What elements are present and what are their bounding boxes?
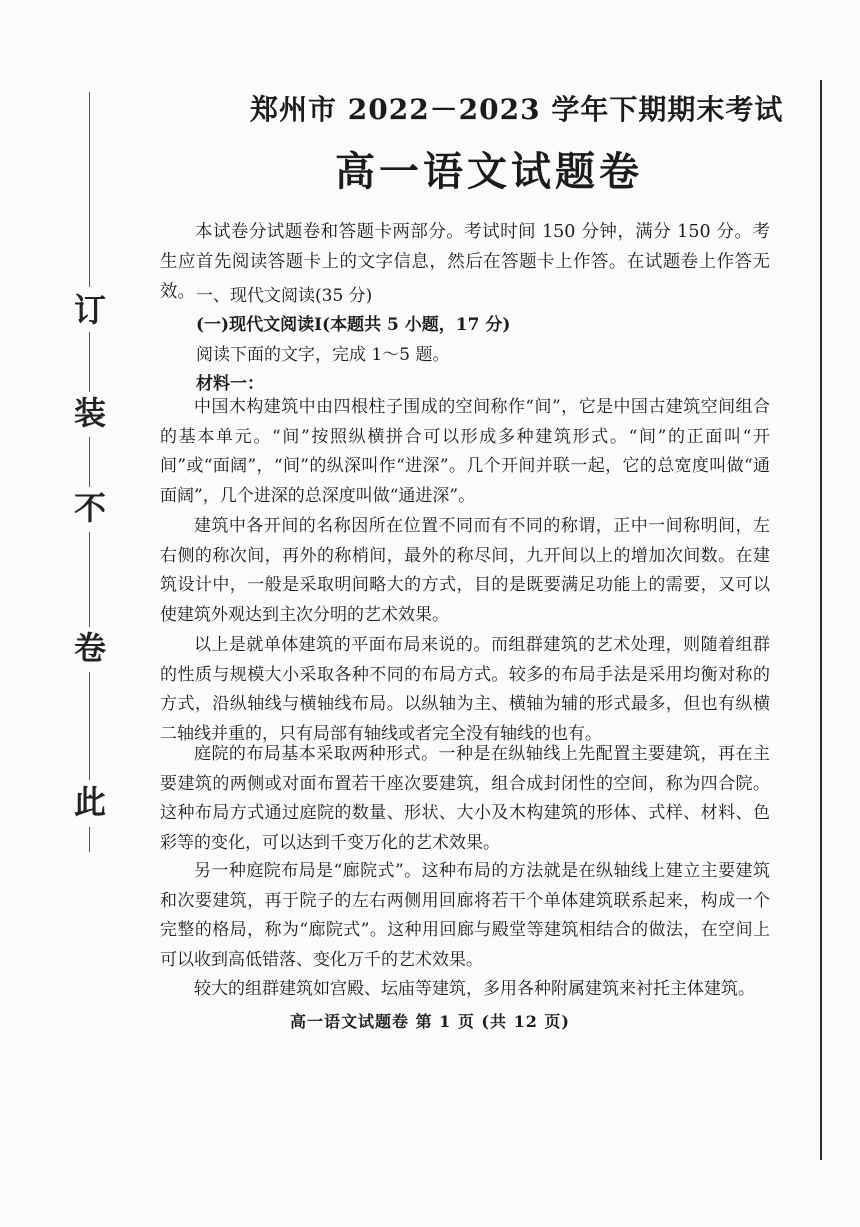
subsection-heading: (一)现代文阅读Ⅰ(本题共 5 小题，17 分) xyxy=(196,315,511,335)
exam-title: 郑州市 2022－2023 学年下期期末考试 xyxy=(250,93,784,126)
binding-line xyxy=(89,672,90,780)
binding-line xyxy=(89,532,90,627)
binding-char: 装 xyxy=(73,394,106,432)
passage-paragraph: 较大的组群建筑如宫殿、坛庙等建筑，多用各种附属建筑来衬托主体建筑。 xyxy=(194,979,755,999)
binding-char: 卷 xyxy=(73,629,106,667)
passage-paragraph: 中国木构建筑中由四根柱子围成的空间称作“间”，它是中国古建筑空间组合的基本单元。“间”按照纵横拼合可以形成多种建筑形式。“间”的正面叫“开间”或“面阔”，“间”的纵深叫作“进深”。几个开间并联一起，它的总宽度叫做“通面阔”，几个进深的总深度叫做“通进深”。 xyxy=(160,397,770,507)
binding-char: 此 xyxy=(73,783,106,821)
binding-char: 不 xyxy=(73,489,106,527)
exam-instructions: 本试卷分试题卷和答题卡两部分。考试时间 150 分钟，满分 150 分。考生应首先阅读答题卡上的文字信息，然后在答题卡上作答。在试题卷上作答无效。 xyxy=(160,222,770,302)
binding-line xyxy=(89,332,90,392)
exam-subtitle: 高一语文试题卷 xyxy=(335,148,643,195)
passage-paragraph: 以上是就单体建筑的平面布局来说的。而组群建筑的艺术处理，则随着组群的性质与规模大小采取各种不同的布局方式。较多的布局手法是采用均衡对称的方式，沿纵轴线与横轴线布局。以纵轴为主、横轴为辅的形式最多，但也有纵横二轴线并重的，只有局部有轴线或者完全没有轴线的也有。 xyxy=(160,635,770,745)
binding-char: 订 xyxy=(73,291,106,329)
passage-paragraph: 庭院的布局基本采取两种形式。一种是在纵轴线上先配置主要建筑，再在主要建筑的两侧或对面布置若干座次要建筑，组合成封闭性的空间，称为四合院。这种布局方式通过庭院的数量、形状、大小及木构建筑的形体、式样、材料、色彩等的变化，可以达到千变万化的艺术效果。 xyxy=(160,744,770,854)
page-footer: 高一语文试题卷 第 1 页 (共 12 页) xyxy=(290,1012,570,1031)
passage-paragraph: 另一种庭院布局是“廊院式”。这种布局的方法就是在纵轴线上建立主要建筑和次要建筑，再于院子的左右两侧用回廊将若干个单体建筑联系起来，构成一个完整的格局，称为“廊院式”。这种用回廊与殿堂等建筑相结合的做法，在空间上可以收到高低错落、变化万千的艺术效果。 xyxy=(160,861,770,971)
binding-margin xyxy=(60,92,120,852)
passage-paragraph: 建筑中各开间的名称因所在位置不同而有不同的称谓，正中一间称明间，左右侧的称次间，再外的称梢间，最外的称尽间，九开间以上的增加次间数。在建筑设计中，一般是采取明间略大的方式，目的是既要满足功能上的需要，又可以使建筑外观达到主次分明的艺术效果。 xyxy=(160,516,770,626)
binding-line xyxy=(89,827,90,852)
section-heading: 一、现代文阅读(35 分) xyxy=(196,286,373,306)
binding-line xyxy=(89,437,90,487)
page-border-line xyxy=(820,80,822,1160)
material-label: 材料一： xyxy=(196,374,264,394)
reading-instruction: 阅读下面的文字，完成 1～5 题。 xyxy=(196,345,450,365)
binding-line xyxy=(89,92,90,287)
